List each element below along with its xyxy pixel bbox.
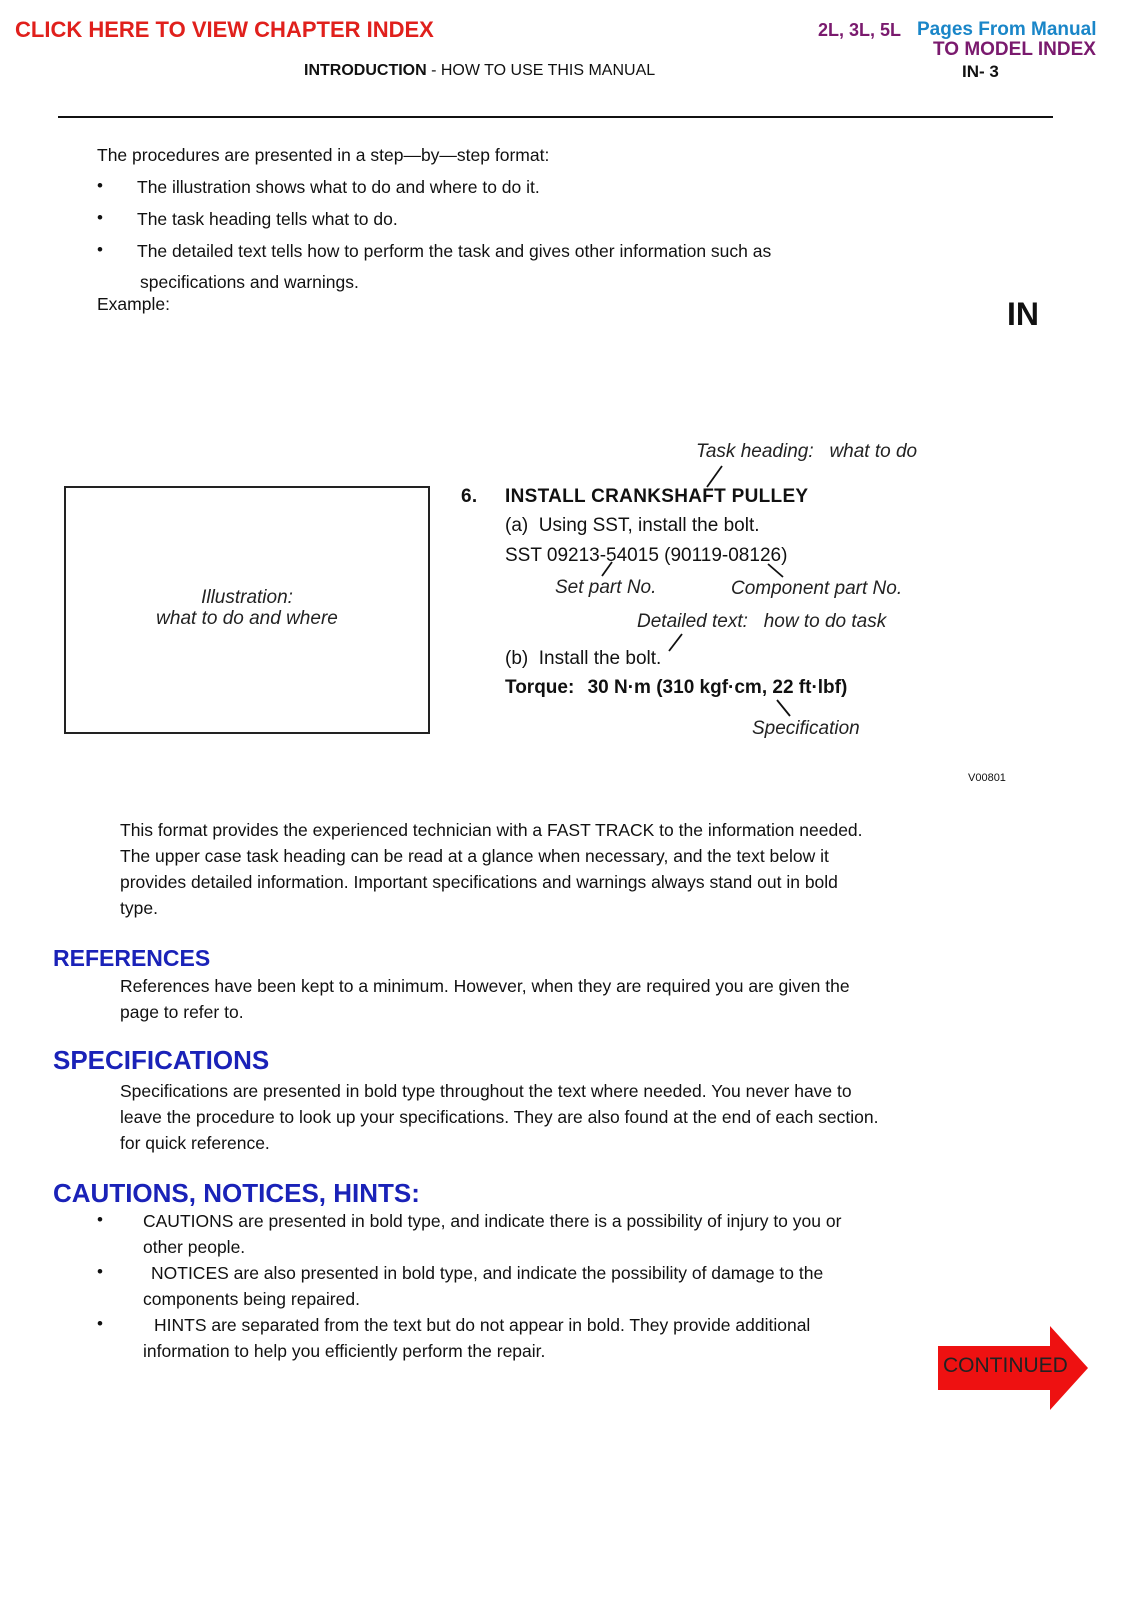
specifications-line: Specifications are presented in bold type throughout the text where needed. You never have to bbox=[120, 1081, 852, 1101]
continued-label: CONTINUED bbox=[943, 1354, 1068, 1377]
illustration-caption-line1: Illustration: bbox=[201, 587, 293, 608]
task-heading-note: Task heading: what to do bbox=[696, 441, 918, 462]
hint-item: HINTS are separated from the text but do not appear in bold. They provide additional bbox=[154, 1315, 811, 1335]
references-heading: REFERENCES bbox=[53, 945, 211, 971]
fast-track-line: type. bbox=[120, 898, 158, 918]
references-line: page to refer to. bbox=[120, 1002, 244, 1022]
illustration-caption-line2: what to do and where bbox=[156, 608, 338, 629]
bullet-dot: • bbox=[97, 1262, 103, 1281]
section-header-bold: INTRODUCTION bbox=[304, 62, 427, 79]
bullet-dot: • bbox=[97, 1314, 103, 1333]
sst-line: SST 09213-54015 (90119-08126) bbox=[505, 545, 788, 566]
detailed-text-pointer bbox=[669, 634, 682, 651]
intro-bullet-3-cont: specifications and warnings. bbox=[140, 272, 359, 292]
references-line: References have been kept to a minimum. However, when they are required you are given the bbox=[120, 976, 850, 996]
specifications-heading: SPECIFICATIONS bbox=[53, 1045, 270, 1075]
bullet-dot: • bbox=[97, 240, 103, 259]
set-part-pointer bbox=[602, 562, 612, 576]
task-heading-pointer bbox=[707, 466, 722, 487]
pages-from-manual-link[interactable]: Pages From Manual bbox=[917, 19, 1097, 40]
specification-note: Specification bbox=[752, 718, 860, 739]
bullet-dot: • bbox=[97, 208, 103, 227]
specifications-text bbox=[120, 1078, 879, 1156]
section-tag: IN bbox=[1007, 296, 1039, 332]
notice-item-cont: components being repaired. bbox=[143, 1289, 360, 1309]
fast-track-line: This format provides the experienced technician with a FAST TRACK to the information needed. bbox=[120, 820, 863, 840]
intro-bullet-1: The illustration shows what to do and where to do it. bbox=[137, 177, 540, 197]
caution-item: CAUTIONS are presented in bold type, and indicate there is a possibility of injury to you or bbox=[143, 1211, 842, 1231]
figure-code: V00801 bbox=[968, 772, 1006, 784]
component-part-pointer bbox=[768, 564, 783, 577]
bullet-dot: • bbox=[97, 176, 103, 195]
fast-track-line: The upper case task heading can be read at a glance when necessary, and the text below it bbox=[120, 846, 829, 866]
fast-track-paragraph bbox=[120, 817, 863, 921]
component-part-note: Component part No. bbox=[731, 578, 903, 599]
set-part-note: Set part No. bbox=[555, 577, 657, 598]
intro-bullet-3: The detailed text tells how to perform the task and gives other information such as bbox=[137, 241, 772, 261]
bullet-dot: • bbox=[97, 1210, 103, 1229]
model-index-link[interactable]: TO MODEL INDEX bbox=[933, 39, 1096, 60]
chapter-index-link[interactable]: CLICK HERE TO VIEW CHAPTER INDEX bbox=[15, 17, 434, 42]
step-title: INSTALL CRANKSHAFT PULLEY bbox=[505, 486, 809, 507]
specifications-line: leave the procedure to look up your specifications. They are also found at the end of each section. bbox=[120, 1107, 879, 1127]
step-number: 6. bbox=[461, 486, 478, 507]
intro-lead: The procedures are presented in a step—by—step format: bbox=[97, 145, 550, 165]
example-label: Example: bbox=[97, 294, 170, 314]
specification-pointer bbox=[777, 700, 790, 716]
notice-item: NOTICES are also presented in bold type, and indicate the possibility of damage to the bbox=[151, 1263, 824, 1283]
references-text bbox=[120, 973, 850, 1025]
continued-button[interactable] bbox=[936, 1326, 1090, 1410]
page-number: IN- 3 bbox=[962, 62, 999, 81]
intro-bullet-2: The task heading tells what to do. bbox=[137, 209, 398, 229]
hint-item-cont: information to help you efficiently perform the repair. bbox=[143, 1341, 546, 1361]
model-list: 2L, 3L, 5L bbox=[818, 20, 902, 40]
torque-value: 30 N·m (310 kgf·cm, 22 ft·lbf) bbox=[587, 677, 848, 698]
fast-track-line: provides detailed information. Important specifications and warnings always stand out in bold bbox=[120, 872, 838, 892]
sub-step-a: (a) Using SST, install the bolt. bbox=[505, 515, 760, 536]
cautions-heading: CAUTIONS, NOTICES, HINTS: bbox=[53, 1178, 420, 1208]
detailed-text-note: Detailed text: how to do task bbox=[637, 611, 887, 632]
caution-item-cont: other people. bbox=[143, 1237, 246, 1257]
torque-label: Torque: bbox=[505, 677, 575, 698]
sub-step-b: (b) Install the bolt. bbox=[505, 648, 662, 669]
specifications-line: for quick reference. bbox=[120, 1133, 270, 1153]
section-header-rest: - HOW TO USE THIS MANUAL bbox=[426, 62, 656, 79]
